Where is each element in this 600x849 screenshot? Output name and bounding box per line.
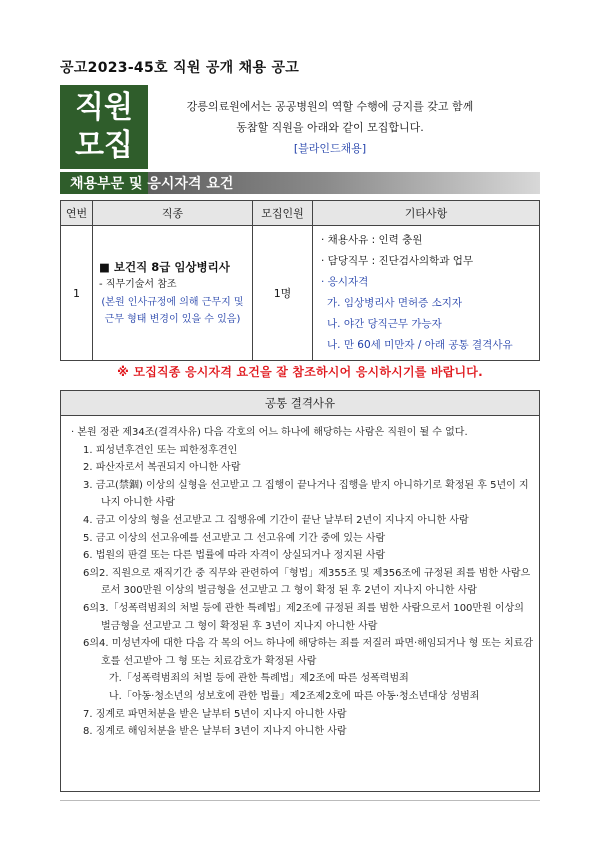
table-header-row: [61, 201, 540, 226]
list-subitem: 가.「성폭력범죄의 처벌 등에 관한 특례법」제2조에 따른 성폭력범죄: [109, 673, 409, 685]
disqualification-body: [61, 416, 539, 741]
section-title: 채용부문 및 응시자격 요건: [70, 176, 234, 192]
disqualification-title: 공통 결격사유: [61, 391, 539, 416]
job-note-line2: 근무 형태 변경이 있을 수 있음): [104, 314, 241, 325]
section-header-bar: [60, 172, 540, 194]
recruit-badge: [60, 85, 148, 169]
list-item: 5. 금고 이상의 선고유예를 선고받고 그 선고유예 기간 중에 있는 사람: [83, 532, 386, 544]
row-etc: [313, 226, 540, 361]
list-item: 8. 징계로 해임처분을 받은 날부터 3년이 지나지 아니한 사람: [83, 726, 347, 738]
notice-title: 공고2023-45호 직원 공개 채용 공고: [60, 60, 300, 76]
row-count: 1명: [253, 226, 313, 361]
header-job: 직종: [93, 201, 253, 226]
list-subitem: 나.「아동·청소년의 성보호에 관한 법률」제2조제2호에 따른 아동·청소년대상 성범죄: [109, 690, 480, 702]
warning-text: ※ 모집직종 응시자격 요건을 잘 참조하시어 응시하시기를 바랍니다.: [117, 365, 483, 379]
job-title: ■ 보건직 8급 임상병리사: [99, 260, 230, 274]
requirements-table: [60, 200, 540, 361]
list-item: 3. 금고(禁錮) 이상의 실형을 선고받고 그 집행이 끝나거나 집행을 받지 아니하기로 확정된 후 5년이 지나지 아니한 사람: [83, 479, 529, 509]
disqualification-box: [60, 390, 540, 792]
list-item: 7. 징계로 파면처분을 받은 날부터 5년이 지나지 아니한 사람: [83, 708, 347, 720]
header-no: 연번: [61, 201, 93, 226]
list-item: 1. 피성년후견인 또는 피한정후견인: [83, 444, 238, 456]
etc-reason: · 채용사유 : 인력 충원: [321, 234, 423, 246]
job-reference: - 직무기술서 참조: [99, 279, 177, 290]
header-etc: 기타사항: [313, 201, 540, 226]
list-item: 2. 파산자로서 복권되지 아니한 사람: [83, 462, 241, 474]
etc-qual-b: 나. 야간 당직근무 가능자: [327, 318, 442, 330]
badge-line1: 직원: [75, 90, 133, 125]
list-item: 6의3.「성폭력범죄의 처벌 등에 관한 특례법」제2조에 규정된 죄를 범한 사람으로서 100만원 이상의 벌금형을 선고받고 그 형이 확정된 후 3년이 지나지 아니한 사람: [83, 602, 524, 632]
job-note-line1: (본원 인사규정에 의해 근무지 및: [101, 297, 244, 308]
etc-qual-a: 가. 임상병리사 면허증 소지자: [327, 297, 463, 309]
list-item: 4. 금고 이상의 형을 선고받고 그 집행유예 기간이 끝난 날부터 2년이 지나지 아니한 사람: [83, 514, 469, 526]
header-count: 모집인원: [253, 201, 313, 226]
intro-line2: 동참할 직원을 아래와 같이 모집합니다.: [236, 121, 424, 134]
blind-recruit-tag: [블라인드채용]: [293, 142, 367, 155]
intro-line1: 강릉의료원에서는 공공병원의 역할 수행에 긍지를 갖고 함께: [186, 100, 474, 113]
etc-duty: · 담당직무 : 진단검사의학과 업무: [321, 255, 474, 267]
list-item: 6의4. 미성년자에 대한 다음 각 목의 어느 하나에 해당하는 죄를 저질러 파면·해임되거나 형 또는 치료감호를 선고받아 그 형 또는 치료감호가 확정된 사람: [83, 638, 533, 667]
etc-qualification: · 응시자격: [321, 276, 369, 288]
row-job: [93, 226, 253, 361]
etc-qual-c: 나. 만 60세 미만자 / 아래 공통 결격사유: [327, 339, 513, 351]
intro-text: [160, 96, 500, 159]
list-item: 6의2. 직원으로 재직기간 중 직무와 관련하여「형법」제355조 및 제356조에 규정된 죄를 범한 사람으로서 300만원 이상의 벌금형을 선고받고 그 형이 확정 된 후 2년이 지나지 아니한 사람: [83, 567, 531, 597]
list-item: 6. 법원의 판결 또는 다른 법률에 따라 자격이 상실되거나 정지된 사람: [83, 550, 386, 562]
badge-line2: 모집: [75, 128, 133, 163]
footer-divider: [60, 800, 540, 801]
row-no: 1: [61, 226, 93, 361]
disq-lead: · 본원 정관 제34조(결격사유) 다음 각호의 어느 하나에 해당하는 사람은 직원이 될 수 없다.: [71, 427, 468, 438]
table-row: [61, 226, 540, 361]
